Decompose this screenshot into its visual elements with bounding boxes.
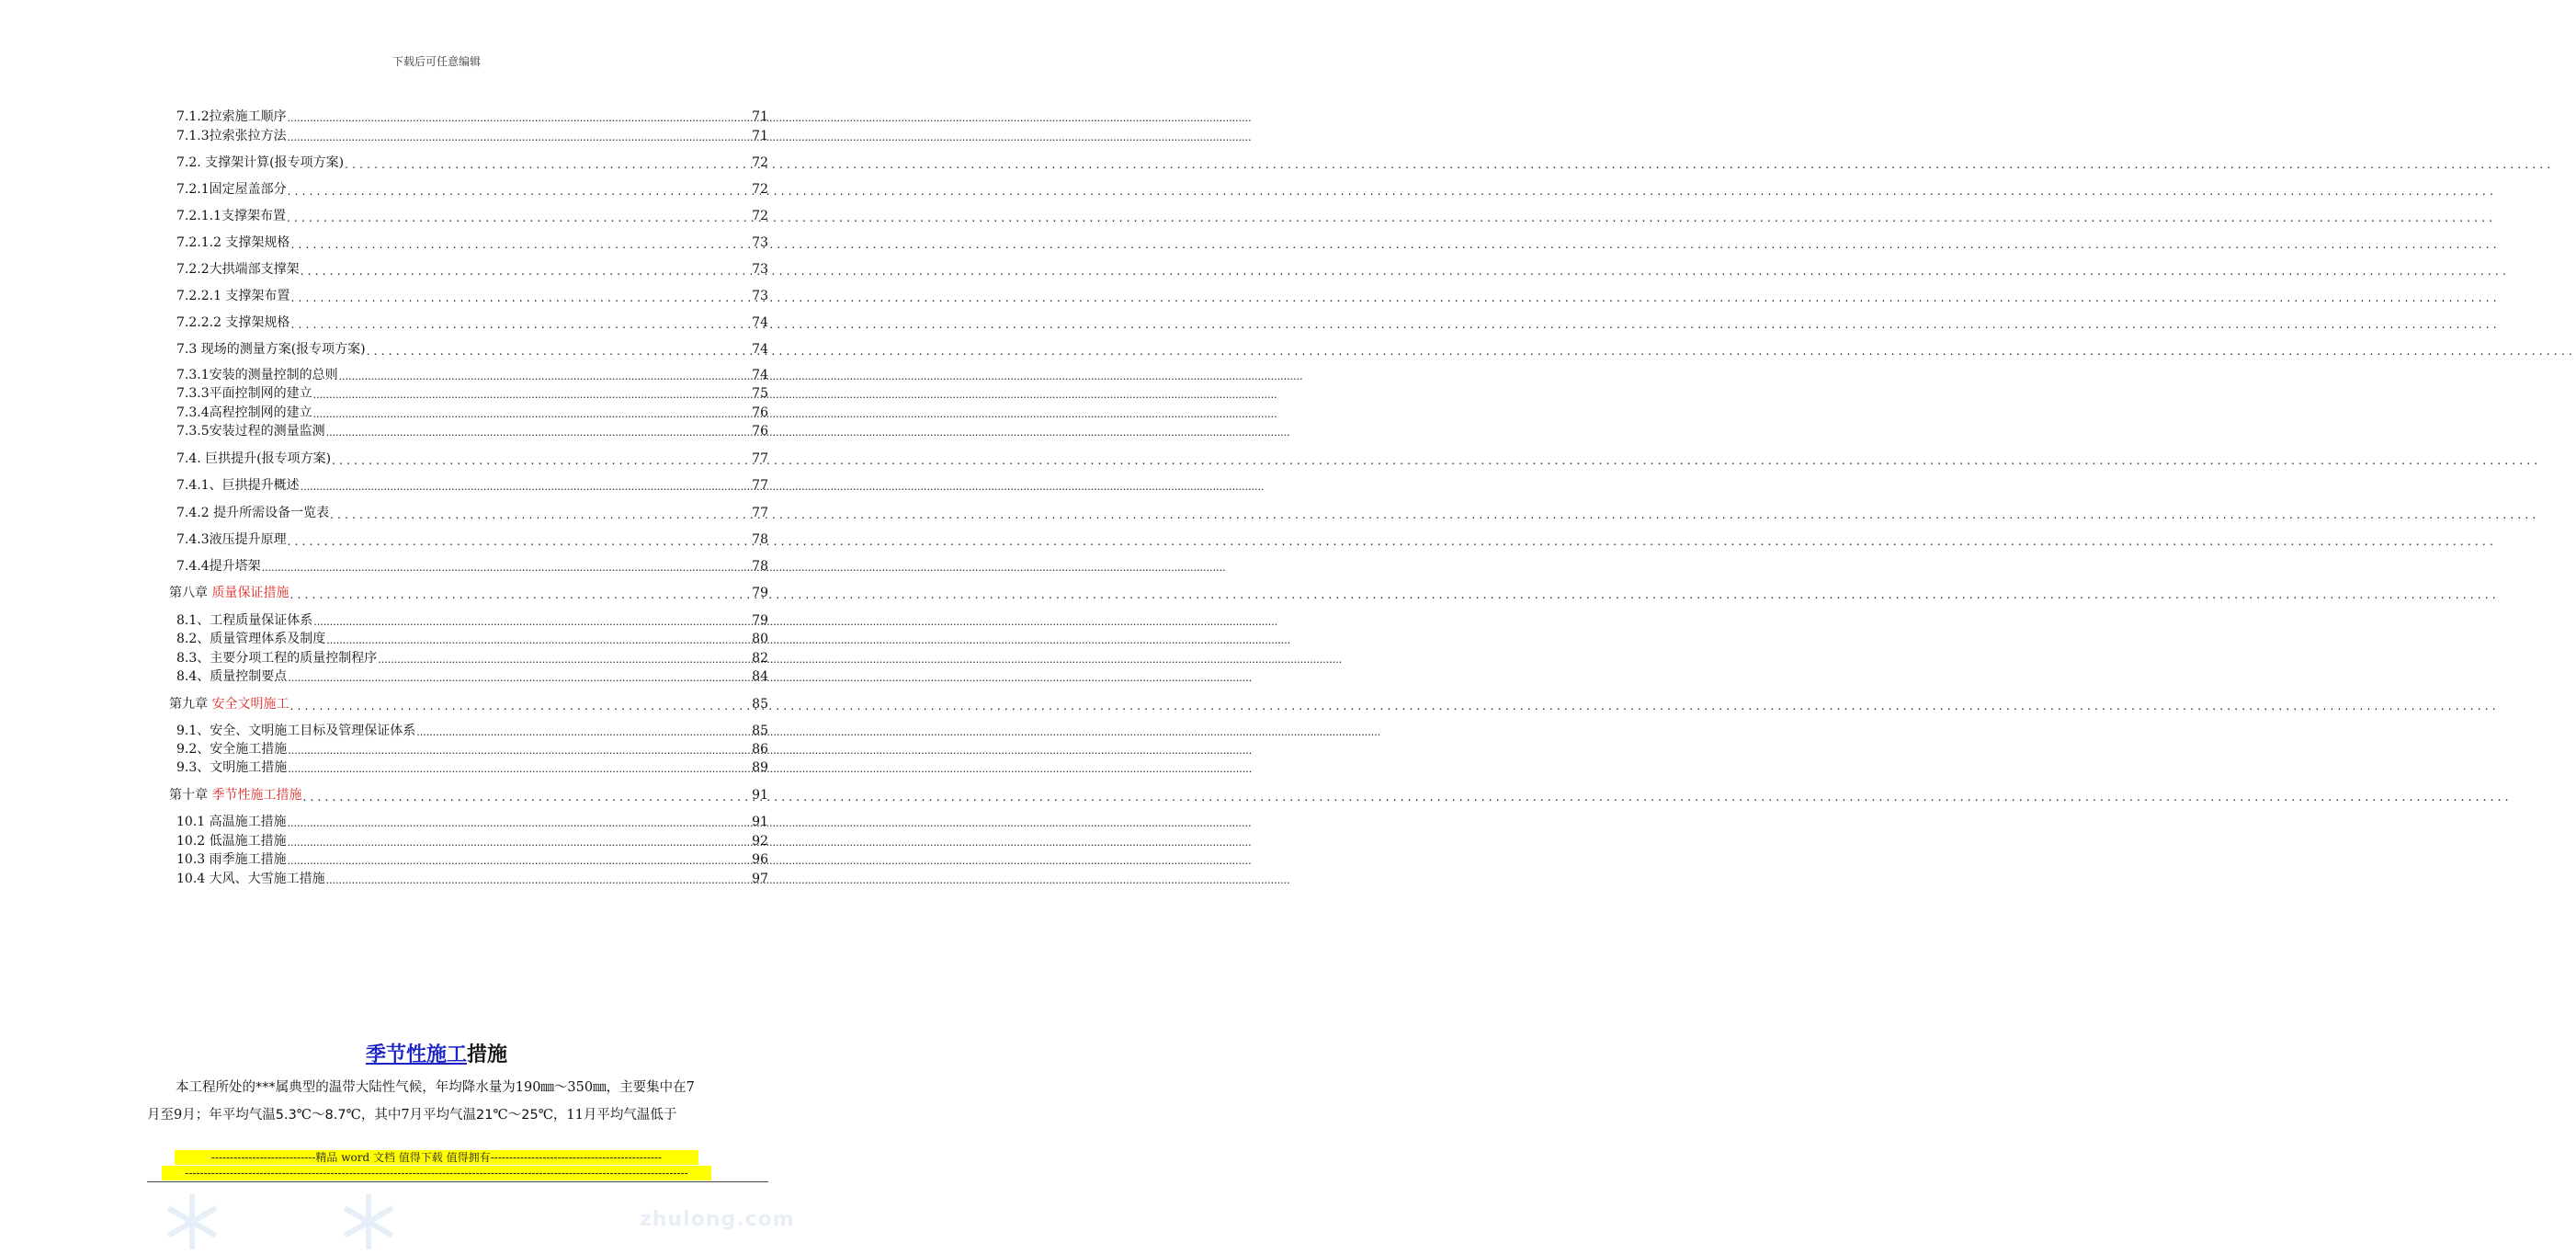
toc-entry-label: 8.4、质量控制要点 — [176, 669, 288, 684]
toc-dot-leader — [378, 650, 751, 667]
toc-entry[interactable] — [176, 339, 768, 358]
toc-entry-label: 7.4. 巨拱提升(报专项方案) — [176, 451, 332, 466]
toc-entry[interactable] — [176, 259, 768, 278]
toc-page-number: 85 — [752, 724, 768, 738]
toc-dot-leader — [301, 477, 752, 494]
toc-page-number: 82 — [752, 651, 768, 666]
toc-entry[interactable] — [176, 667, 768, 685]
toc-dot-leader — [288, 833, 752, 849]
toc-page-number: 75 — [752, 386, 768, 401]
toc-page-number: 86 — [752, 742, 768, 757]
toc-dot-leader — [288, 128, 752, 144]
toc-entry-label: 7.2.2.2 支撑架规格 — [176, 315, 290, 330]
section-title-link[interactable]: 季节性施工 — [365, 1043, 467, 1066]
toc-entry-label: 8.2、质量管理体系及制度 — [176, 632, 326, 646]
watermark-text: zhulong.com — [640, 1208, 795, 1231]
toc-page-number: 71 — [752, 109, 768, 124]
toc-page-number: 77 — [752, 506, 768, 520]
toc-entry[interactable] — [176, 365, 768, 383]
toc-entry-label: 9.2、安全施工措施 — [176, 742, 288, 757]
toc-entry-label: 8.3、主要分项工程的质量控制程序 — [176, 651, 378, 666]
toc-entry-label: 7.2.1.1支撑架布置 — [176, 209, 286, 223]
toc-entry-label: 10.1 高温施工措施 — [176, 815, 287, 829]
toc-entry-label: 7.1.2拉索施工顺序 — [176, 109, 287, 124]
toc-dot-leader — [330, 505, 751, 521]
toc-dot-leader — [289, 585, 751, 601]
toc-entry-label: 7.1.3拉索张拉方法 — [176, 129, 287, 143]
toc-dot-leader — [290, 288, 751, 304]
toc-entry[interactable] — [176, 153, 768, 171]
toc-entry-label: 7.4.4提升塔架 — [176, 559, 261, 574]
toc-entry[interactable] — [176, 831, 768, 849]
toc-entry-label: 7.4.1、巨拱提升概述 — [176, 478, 300, 493]
toc-entry[interactable] — [176, 556, 768, 575]
toc-entry[interactable] — [176, 610, 768, 629]
toc-chapter-title: 质量保证措施 — [211, 586, 289, 600]
toc-entry[interactable] — [176, 107, 768, 125]
toc-page-number: 73 — [752, 262, 768, 277]
toc-dot-leader — [332, 450, 751, 467]
toc-entry-label: 8.1、工程质量保证体系 — [176, 613, 313, 628]
toc-entry-label: 10.3 雨季施工措施 — [176, 852, 287, 867]
toc-dot-leader — [288, 108, 752, 125]
toc-page-number: 85 — [752, 697, 768, 712]
toc-page-number: 73 — [752, 289, 768, 303]
snowflake-logo-icon — [160, 1190, 224, 1254]
toc-entry-label: 7.4.2 提升所需设备一览表 — [176, 506, 330, 520]
section-title-rest: 措施 — [467, 1043, 508, 1066]
toc-dot-leader — [367, 341, 752, 358]
toc-entry[interactable] — [176, 758, 768, 776]
toc-dot-leader — [288, 851, 752, 868]
toc-dot-leader — [288, 759, 751, 776]
toc-dot-leader — [288, 814, 752, 830]
toc-entry-label: 7.2.2大拱端部支撑架 — [176, 262, 300, 277]
toc-entry-label: 9.1、安全、文明施工目标及管理保证体系 — [176, 724, 416, 738]
toc-page-number: 84 — [752, 669, 768, 684]
toc-page-number: 72 — [752, 155, 768, 170]
toc-page-number: 72 — [752, 209, 768, 223]
toc-dot-leader — [313, 405, 752, 421]
toc-dot-leader — [288, 741, 751, 758]
toc-entry-label: 7.2.2.1 支撑架布置 — [176, 289, 290, 303]
toc-dot-leader — [313, 385, 752, 402]
toc-entry[interactable] — [176, 503, 768, 521]
toc-entry[interactable] — [176, 421, 768, 439]
toc-page-number: 80 — [752, 632, 768, 646]
toc-entry-label: 9.3、文明施工措施 — [176, 760, 288, 775]
toc-page-number: 97 — [752, 872, 768, 886]
toc-entry[interactable] — [176, 629, 768, 647]
toc-page-number: 78 — [752, 559, 768, 574]
toc-page-number: 73 — [752, 235, 768, 250]
toc-dot-leader — [262, 558, 752, 575]
toc-entry[interactable] — [176, 721, 768, 739]
toc-entry-label: 7.2. 支撑架计算(报专项方案) — [176, 155, 345, 170]
toc-entry[interactable] — [176, 206, 768, 224]
toc-dot-leader — [313, 612, 751, 629]
toc-entry-label: 7.3 现场的测量方案(报专项方案) — [176, 342, 366, 357]
toc-chapter-title: 安全文明施工 — [211, 697, 289, 712]
toc-dot-leader — [416, 723, 751, 739]
toc-page-number: 91 — [752, 815, 768, 829]
toc-page-number: 79 — [752, 613, 768, 628]
toc-entry-label: 7.2.1.2 支撑架规格 — [176, 235, 290, 250]
toc-page-number: 78 — [752, 532, 768, 547]
toc-chapter-entry[interactable] — [169, 785, 768, 804]
toc-entry[interactable] — [176, 126, 768, 144]
toc-entry-label: 7.3.4高程控制网的建立 — [176, 405, 312, 420]
toc-entry[interactable] — [176, 739, 768, 758]
toc-entry[interactable] — [176, 475, 768, 494]
toc-page-number: 89 — [752, 760, 768, 775]
toc-entry-label: 7.3.3平面控制网的建立 — [176, 386, 312, 401]
footer-divider — [147, 1181, 768, 1182]
footer-banner-line-1: ----------------------------精品 word 文档 值得下载 值得拥有---------------------------------------------- — [0, 1150, 873, 1165]
toc-entry-label: 10.2 低温施工措施 — [176, 834, 287, 849]
body-paragraph — [147, 1074, 768, 1129]
toc-entry-label: 7.2.1固定屋盖部分 — [176, 182, 287, 197]
section-title — [0, 1039, 873, 1067]
toc-entry[interactable] — [176, 648, 768, 667]
snowflake-logo-icon — [336, 1190, 401, 1254]
toc-entry[interactable] — [176, 869, 768, 887]
toc-dot-leader — [290, 234, 751, 251]
toc-page-number: 76 — [752, 405, 768, 420]
toc-entry[interactable] — [176, 286, 768, 304]
toc-entry[interactable] — [176, 449, 768, 467]
toc-dot-leader — [326, 423, 752, 439]
toc-page-number: 79 — [752, 586, 768, 600]
toc-chapter-entry[interactable] — [169, 694, 768, 712]
toc-chapter-entry[interactable] — [169, 583, 768, 601]
toc-page-number: 72 — [752, 182, 768, 197]
body-line-1: 本工程所处的***属典型的温带大陆性气候，年均降水量为190㎜～350㎜，主要集中在7 — [176, 1080, 695, 1095]
toc-page-number: 74 — [752, 342, 768, 357]
toc-entry-label: 7.4.3液压提升原理 — [176, 532, 287, 547]
toc-entry[interactable] — [176, 179, 768, 198]
toc-page-number: 76 — [752, 424, 768, 439]
toc-dot-leader — [345, 154, 751, 171]
toc-dot-leader — [287, 208, 751, 224]
header-note: 下载后可任意编辑 — [392, 55, 481, 68]
toc-entry[interactable] — [176, 383, 768, 402]
toc-dot-leader — [288, 531, 752, 548]
toc-dot-leader — [290, 314, 751, 331]
toc-entry[interactable] — [176, 849, 768, 868]
toc-dot-leader — [289, 696, 751, 712]
toc-page-number: 74 — [752, 368, 768, 382]
toc-chapter-title: 季节性施工措施 — [211, 788, 302, 803]
toc-entry-label: 7.3.5安装过程的测量监测 — [176, 424, 325, 439]
toc-entry[interactable] — [176, 313, 768, 331]
toc-dot-leader — [288, 668, 751, 685]
toc-dot-leader — [326, 871, 752, 887]
toc-page-number: 77 — [752, 478, 768, 493]
toc-dot-leader — [301, 261, 752, 278]
toc-entry-label: 第十章 季节性施工措施 — [169, 788, 302, 803]
toc-entry[interactable] — [176, 812, 768, 830]
toc-page-number: 77 — [752, 451, 768, 466]
toc-entry[interactable] — [176, 233, 768, 251]
toc-entry[interactable] — [176, 530, 768, 548]
toc-dot-leader — [339, 367, 752, 383]
toc-entry-label: 10.4 大风、大雪施工措施 — [176, 872, 325, 886]
toc-entry[interactable] — [176, 403, 768, 421]
body-line-2: 月至9月；年平均气温5.3℃～8.7℃，其中7月平均气温21℃～25℃，11月平均气温低于 — [147, 1108, 677, 1123]
toc-entry-label: 7.3.1安装的测量控制的总则 — [176, 368, 338, 382]
toc-page-number: 92 — [752, 834, 768, 849]
toc-page-number: 91 — [752, 788, 768, 803]
watermark — [147, 1188, 795, 1236]
toc-page-number: 96 — [752, 852, 768, 867]
toc-page-number: 74 — [752, 315, 768, 330]
toc-entry-label: 第八章 质量保证措施 — [169, 586, 289, 600]
toc-dot-leader — [326, 631, 751, 647]
toc-entry-label: 第九章 安全文明施工 — [169, 697, 289, 712]
toc-page-number: 71 — [752, 129, 768, 143]
footer-banner-line-2: --------------------------------------------------------------------------------------------------------------------------------------- — [0, 1166, 873, 1180]
toc-dot-leader — [288, 181, 752, 198]
toc-dot-leader — [302, 787, 751, 804]
